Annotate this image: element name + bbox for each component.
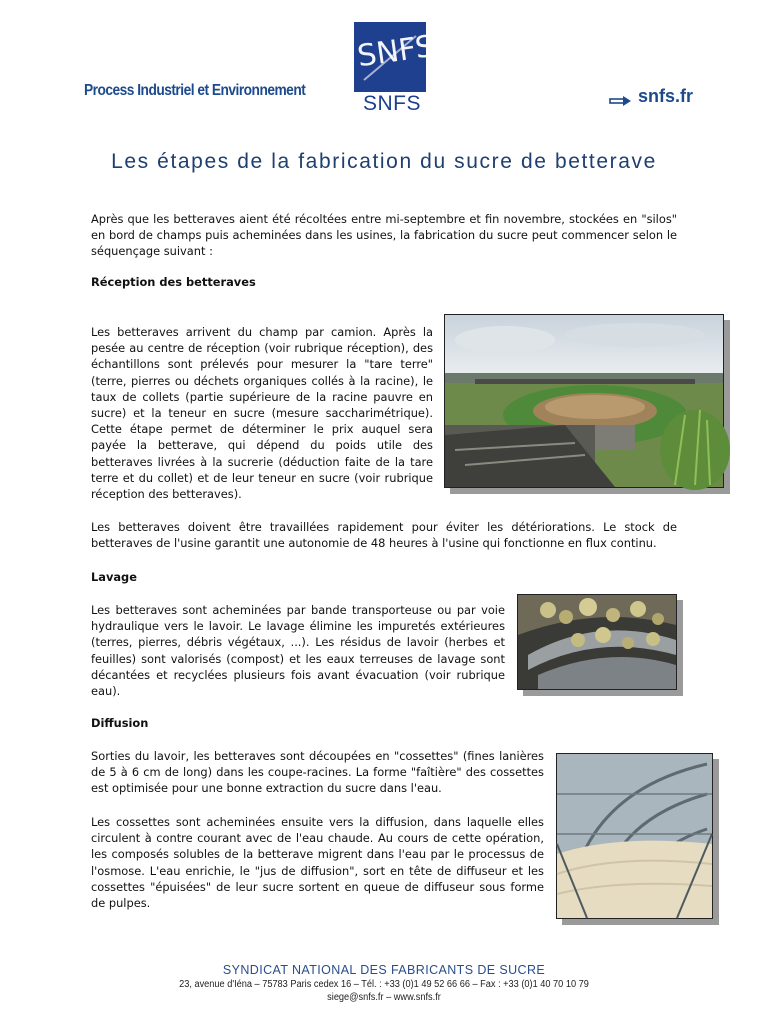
footer-contact: siege@snfs.fr – www.snfs.fr (327, 992, 441, 1003)
diffusion-photo (556, 753, 713, 919)
snfs-logo (352, 22, 437, 116)
lavage-photo (517, 594, 677, 690)
logo-mark-text: SNFS (355, 28, 437, 75)
footer-organization: SYNDICAT NATIONAL DES FABRICANTS DE SUCRE (222, 963, 546, 977)
logo-mark (354, 22, 437, 92)
diffusion-paragraph-2: Les cossettes sont acheminées ensuite vers la diffusion, dans laquelle elles circulent à contre courant avec de l'eau chaude. Au cours de cette opération, les composés solubles de la betterave migrent dans l'eau par le processus de l'osmose. L'eau enrichie, le "jus de diffusion", sort en tête de diffuseur et les cossettes "épuisées" de leur sucre sortent en queue de diffuseur sous forme de pulpes. (91, 815, 544, 911)
header-tagline: Process Industriel et Environnement (84, 82, 306, 99)
reception-photo (444, 314, 724, 488)
footer-address: 23, avenue d'Iéna – 75783 Paris cedex 16 – Tél. : +33 (0)1 49 52 66 66 – Fax : +33 (0)1 40 70 10 79 (179, 979, 589, 990)
logo-text: SNFS (362, 92, 421, 115)
reception-paragraph: Les betteraves arrivent du champ par camion. Après la pesée au centre de réception (voir rubrique réception), des échantillons sont prélevés pour mesurer la "tare terre" (terre, pierres ou déchets organiques collés à la racine), le taux de collets (partie supérieure de la racine pauvre en sucre) et la teneur en sucre (mesure saccharimétrique). Cette étape permet de déterminer le prix auquel sera payée la betterave, qui dépend du poids utile des betteraves livrées à la sucrerie (déduction faite de la tare terre et du collet) et de leur teneur en sucre (voir rubrique réception des betteraves). (91, 325, 433, 502)
lavage-paragraph: Les betteraves sont acheminées par bande transporteuse ou par voie hydraulique vers le lavoir. Le lavage élimine les impuretés extérieures (terres, pierres, débris végétaux, ...). Les résidus de lavoir (herbes et feuilles) sont valorisés (compost) et les eaux terreuses de lavage sont décantées et recyclées plusieurs fois avant évacuation (voir rubrique eau). (91, 603, 505, 699)
diffusion-paragraph-1: Sorties du lavoir, les betteraves sont découpées en "cossettes" (fines lanières de 5 à 6 cm de long) dans les coupe-racines. La forme "faîtière" des cossettes est optimisée pour une bonne extraction du sucre dans l'eau. (91, 749, 544, 796)
site-link-label: snfs.fr (638, 86, 694, 106)
arrow-right-icon (610, 91, 632, 103)
site-link[interactable] (610, 86, 693, 107)
section-heading-lavage: Lavage (91, 570, 137, 584)
reception-paragraph-2: Les betteraves doivent être travaillées rapidement pour éviter les détériorations. Le stock de betteraves de l'usine garantit une autonomie de 48 heures à l'usine qui fonctionne en flux continu. (91, 520, 677, 551)
document-title: Les étapes de la fabrication du sucre de betterave (111, 150, 657, 173)
section-heading-diffusion: Diffusion (91, 716, 149, 730)
section-heading-reception: Réception des betteraves (91, 275, 256, 289)
intro-paragraph: Après que les betteraves aient été récoltées entre mi-septembre et fin novembre, stockées en "silos" en bord de champs puis acheminées dans les usines, la fabrication du sucre peut commencer selon le séquençage suivant : (91, 212, 677, 259)
